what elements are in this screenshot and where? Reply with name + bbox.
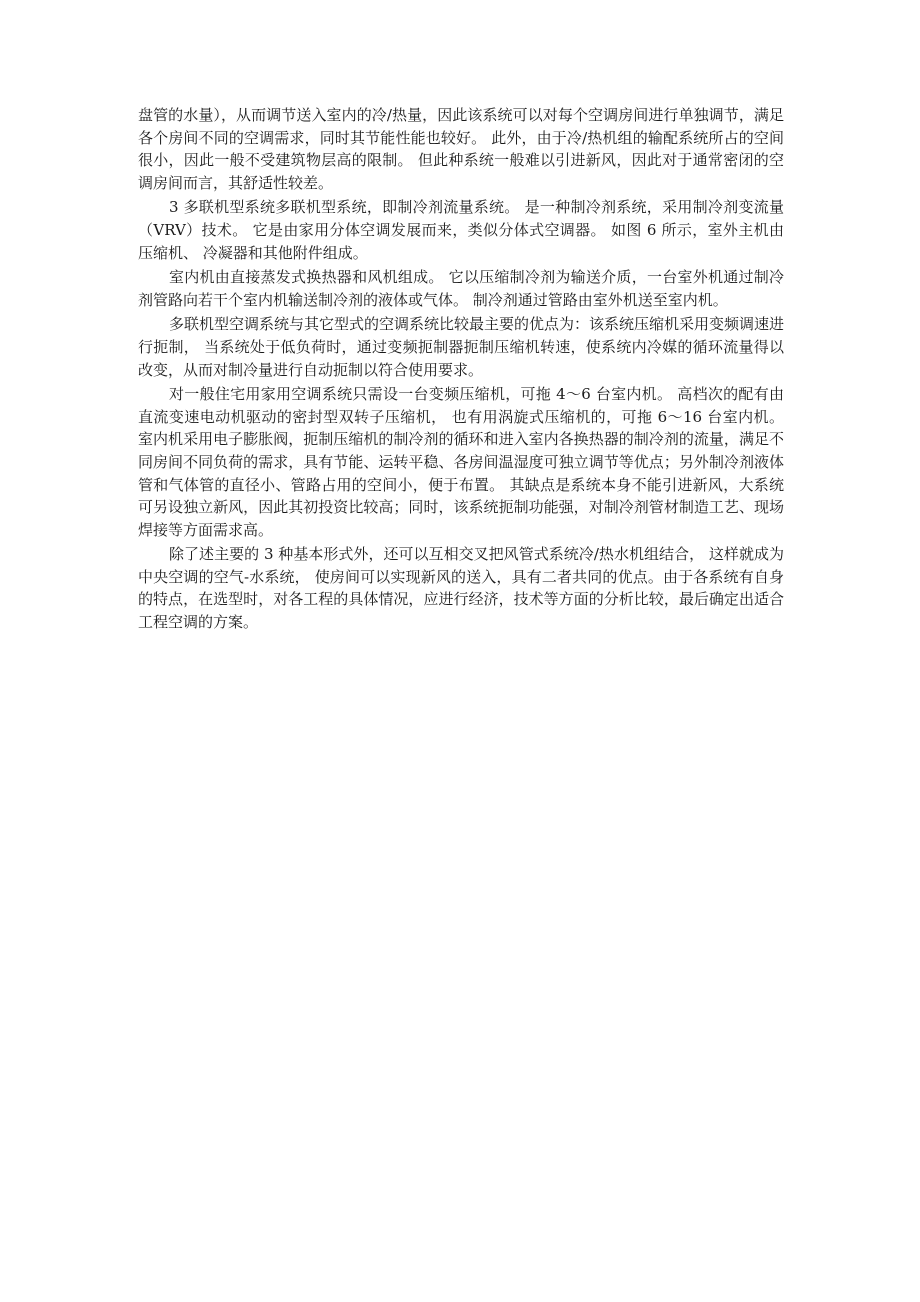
document-body (138, 104, 784, 634)
paragraph-advantages: 多联机型空调系统与其它型式的空调系统比较最主要的优点为：该系统压缩机采用变频调速进行扼制， 当系统处于低负荷时，通过变频扼制器扼制压缩机转速，使系统内冷媒的循环流量得以改变，从而对制冷量进行自动扼制以符合使用要求。 (138, 315, 785, 379)
paragraph-indoor-unit: 室内机由直接蒸发式换热器和风机组成。 它以压缩制冷剂为输送介质，一台室外机通过制冷剂管路向若干个室内机输送制冷剂的液体或气体。 制冷剂通过管路由室外机送至室内机。 (138, 268, 784, 309)
paragraph-residential-config: 对一般住宅用家用空调系统只需设一台变频压缩机，可拖 4～6 台室内机。 高档次的配有由直流变速电动机驱动的密封型双转子压缩机， 也有用涡旋式压缩机的，可拖 6～16 台室内机。 室内机采用电子膨胀阀，扼制压缩机的制冷剂的循环和进入室内各换热器的制冷剂的流量，满足不同房间不同负荷的需求，具有节能、运转平稳、各房间温湿度可独立调节等优点；另外制冷剂液体管和气体管的直径小、管路占用的空间小，便于布置。 其缺点是系统本身不能引进新风，大系统可另设独立新风，因此其初投资比较高；同时，该系统扼制功能强，对制冷剂管材制造工艺、现场焊接等方面需求高。 (138, 385, 784, 539)
paragraph-continuation: 盘管的水量），从而调节送入室内的冷/热量，因此该系统可以对每个空调房间进行单独调节，满足各个房间不同的空调需求，同时其节能性能也较好。 此外，由于冷/热机组的输配系统所占的空间很小，因此一般不受建筑物层高的限制。 但此种系统一般难以引进新风，因此对于通常密闭的空调房间而言，其舒适性较差。 (138, 106, 784, 192)
paragraph-conclusion: 除了述主要的 3 种基本形式外，还可以互相交叉把风管式系统冷/热水机组结合， 这样就成为中央空调的空气-水系统， 使房间可以实现新风的送入，具有二者共同的优点。由于各系统有自身的特点，在选型时，对各工程的具体情况，应进行经济，技术等方面的分析比较，最后确定出适合工程空调的方案。 (138, 545, 784, 632)
paragraph-multi-split-intro: 3 多联机型系统多联机型系统，即制冷剂流量系统。 是一种制冷剂系统，采用制冷剂变流量（VRV）技术。 它是由家用分体空调发展而来，类似分体式空调器。 如图 6 所示，室外主机由压缩机、 冷凝器和其他附件组成。 (138, 198, 784, 262)
